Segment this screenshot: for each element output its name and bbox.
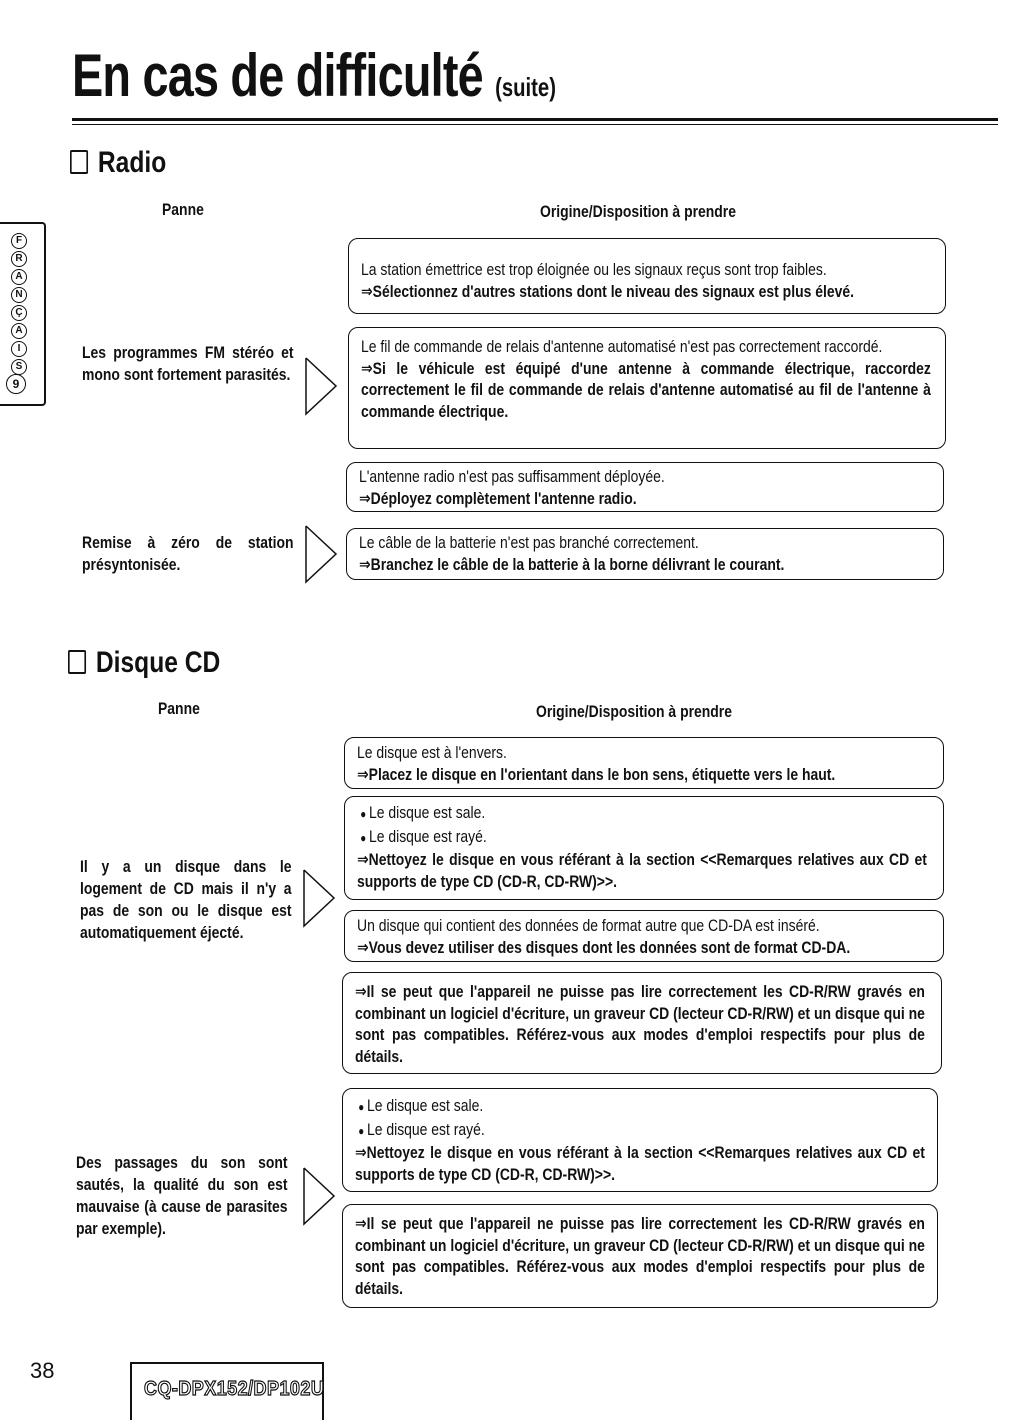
side-tab-number: 9 <box>6 374 26 394</box>
section-heading-label: Radio <box>97 146 167 179</box>
solution-action: ⇒Déployez complètement l'antenne radio. <box>359 488 637 508</box>
page-title-suffix: (suite) <box>495 72 556 102</box>
solution-box <box>346 528 944 580</box>
solution-action: ⇒Placez le disque en l'orientant dans le bon sens, étiquette vers le haut. <box>357 764 836 784</box>
model-label: CQ-DPX152/DP102U <box>144 1378 325 1400</box>
solution-cause: Le disque est à l'envers. <box>357 743 507 762</box>
language-side-tab <box>0 222 46 406</box>
solution-bullet: ● Le disque est sale. <box>355 1095 925 1119</box>
solution-action: ⇒Si le véhicule est équipé d'une antenne à commande électrique, raccordez correctement le fil de commande de relais d'antenne automatisé au fil de l'antenne à commande électrique. <box>361 358 931 421</box>
solution-box <box>346 462 944 512</box>
side-tab-letter: N <box>11 287 27 303</box>
solution-cause: La station émettrice est trop éloignée ou les signaux reçus sont trop faibles. <box>361 260 827 279</box>
solution-box <box>348 238 946 314</box>
title-rule <box>72 118 998 121</box>
column-header-solution: Origine/Disposition à prendre <box>540 202 736 221</box>
solution-box <box>342 1088 938 1192</box>
checkbox-square-icon <box>68 650 86 674</box>
side-tab-letter: I <box>11 341 27 357</box>
side-tab-letter: R <box>11 251 27 267</box>
solution-action: ⇒Nettoyez le disque en vous référant à la section <<Remarques relatives aux CD et supports de type CD (CD-R, CD-RW)>>. <box>357 850 927 891</box>
solution-action: ⇒Sélectionnez d'autres stations dont le niveau des signaux est plus élevé. <box>361 281 854 301</box>
solution-cause: Un disque qui contient des données de format autre que CD-DA est inséré. <box>357 916 820 935</box>
column-header-problem: Panne <box>162 200 204 219</box>
solution-bullet: ● Le disque est rayé. <box>357 826 927 850</box>
solution-box <box>344 737 944 789</box>
solution-cause: L'antenne radio n'est pas suffisamment déployée. <box>359 467 665 486</box>
solution-action: ⇒Branchez le câble de la batterie à la borne délivrant le courant. <box>359 554 785 574</box>
solution-action: ⇒Nettoyez le disque en vous référant à la section <<Remarques relatives aux CD et supports de type CD (CD-R, CD-RW)>>. <box>355 1143 925 1184</box>
checkbox-square-icon <box>70 150 88 174</box>
arrow-right-icon <box>302 868 336 928</box>
solution-action: ⇒Vous devez utiliser des disques dont les données sont de format CD-DA. <box>357 937 851 957</box>
solution-action: ⇒Il se peut que l'appareil ne puisse pas lire correctement les CD-R/RW gravés en combinant un logiciel d'écriture, un graveur CD (lecteur CD-R/RW) et un disque qui ne sont pas compatibles. Référez-vous aux modes d'emploi respectifs pour plus de détails. <box>355 982 925 1066</box>
arrow-right-icon <box>304 356 338 416</box>
side-tab-letter: Ç <box>11 305 27 321</box>
section-heading-cd <box>68 646 220 680</box>
solution-box <box>348 327 946 449</box>
problem-text: Les programmes FM stéréo et mono sont fortement parasités. <box>82 343 294 384</box>
page-title-text: En cas de difficulté <box>72 42 483 109</box>
problem-text: Des passages du son sont sautés, la qualité du son est mauvaise (à cause de parasites par exemple). <box>76 1153 288 1238</box>
section-heading-radio <box>70 146 166 180</box>
title-rule-thin <box>72 124 998 125</box>
side-tab-letter: F <box>11 233 27 249</box>
problem-text: Il y a un disque dans le logement de CD mais il n'y a pas de son ou le disque est automatiquement éjecté. <box>80 857 292 942</box>
side-tab-letter: A <box>11 323 27 339</box>
solution-bullet: ● Le disque est sale. <box>357 802 927 826</box>
solution-cause: Le câble de la batterie n'est pas branché correctement. <box>359 533 699 552</box>
column-header-problem: Panne <box>158 699 200 718</box>
side-tab-letter: A <box>11 269 27 285</box>
arrow-right-icon <box>304 524 338 584</box>
side-tab-letter: S <box>11 359 27 375</box>
solution-box <box>342 1204 938 1308</box>
solution-bullet: ● Le disque est rayé. <box>355 1119 925 1143</box>
solution-box <box>344 910 944 962</box>
model-label-box <box>130 1362 324 1420</box>
arrow-right-icon <box>302 1166 336 1226</box>
solution-action: ⇒Il se peut que l'appareil ne puisse pas lire correctement les CD-R/RW gravés en combinant un logiciel d'écriture, un graveur CD (lecteur CD-R/RW) et un disque qui ne sont pas compatibles. Référez-vous aux modes d'emploi respectifs pour plus de détails. <box>355 1214 925 1298</box>
solution-box <box>342 972 942 1074</box>
solution-cause: Le fil de commande de relais d'antenne automatisé n'est pas correctement raccordé. <box>361 337 883 356</box>
solution-box <box>344 796 944 900</box>
problem-text: Remise à zéro de station présyntonisée. <box>82 533 294 574</box>
page-title <box>72 44 556 119</box>
section-heading-label: Disque CD <box>95 646 221 679</box>
column-header-solution: Origine/Disposition à prendre <box>536 702 732 721</box>
page-number: 38 <box>30 1358 55 1383</box>
